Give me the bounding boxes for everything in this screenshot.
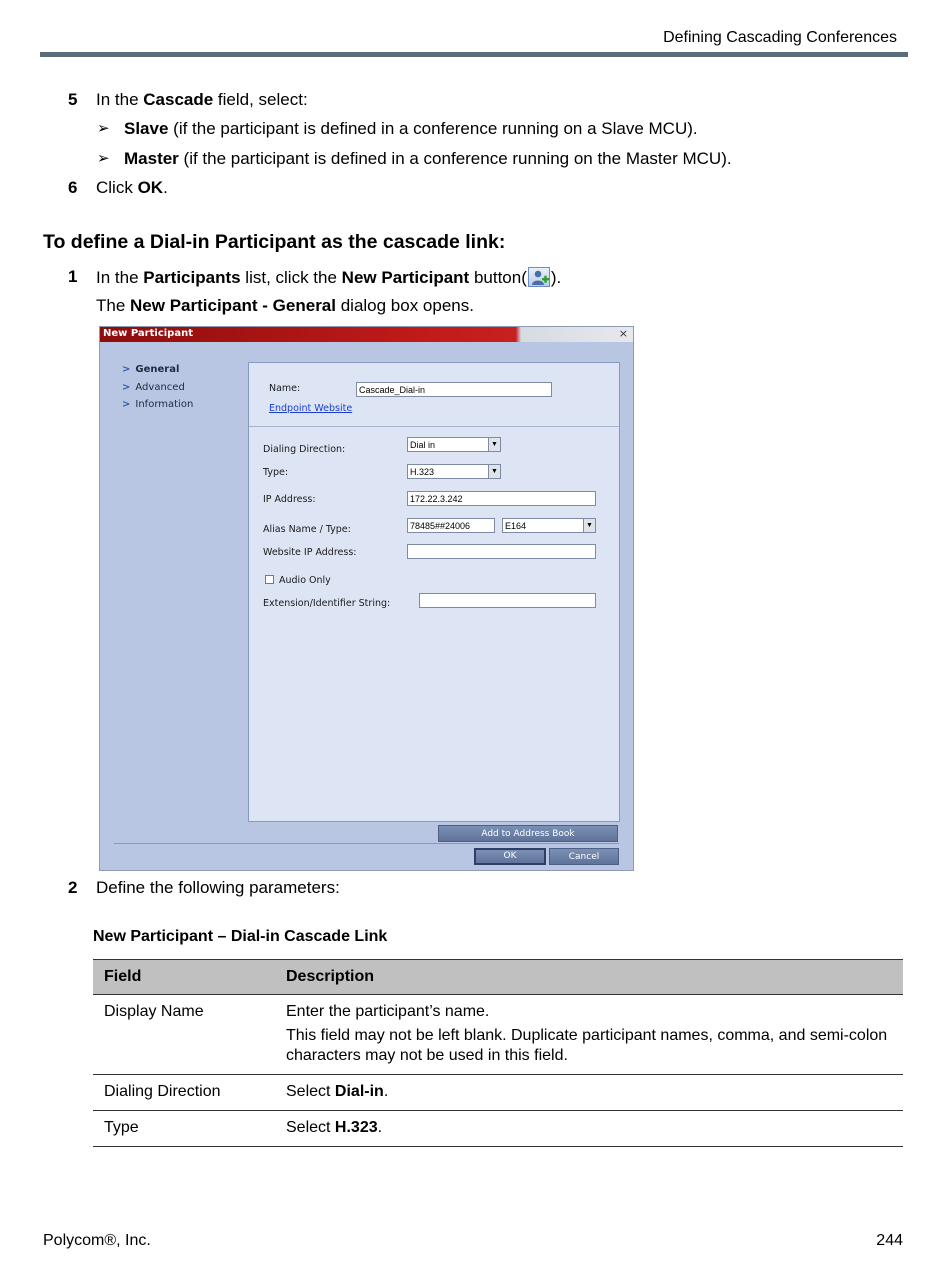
step-2-text: Define the following parameters: <box>96 878 340 897</box>
field-cell: Dialing Direction <box>93 1075 275 1111</box>
step-1-result: The New Participant - General dialog box opens. <box>96 296 474 315</box>
ip-address-input[interactable]: 172.22.3.242 <box>407 491 596 506</box>
website-ip-input[interactable] <box>407 544 596 559</box>
field-cell: Type <box>93 1111 275 1147</box>
cancel-button[interactable]: Cancel <box>549 848 619 865</box>
column-header: Description <box>275 960 903 995</box>
step-1-text: In the Participants list, click the New Participant button( ). <box>96 268 562 287</box>
extension-input[interactable] <box>419 593 596 608</box>
alias-name-input[interactable]: 78485##24006 <box>407 518 495 533</box>
divider <box>249 426 619 427</box>
chevron-right-icon: > <box>122 382 131 393</box>
alias-label: Alias Name / Type: <box>263 524 351 535</box>
field-cell: Display Name <box>93 995 275 1075</box>
chevron-down-icon: ▼ <box>488 465 500 478</box>
footer-company: Polycom®, Inc. <box>43 1232 151 1249</box>
name-label: Name: <box>269 383 301 394</box>
table-row <box>93 1075 903 1111</box>
bullet-arrow-icon: ➢ <box>97 150 110 167</box>
dialog-title: New Participant <box>103 328 193 339</box>
bullet-slave: Slave (if the participant is defined in a conference running on a Slave MCU). <box>124 119 698 138</box>
new-participant-icon <box>528 267 550 287</box>
chevron-down-icon: ▼ <box>583 519 595 532</box>
step-number: 1 <box>68 267 78 286</box>
chevron-right-icon: > <box>122 399 131 410</box>
audio-only-label: Audio Only <box>279 575 331 586</box>
close-icon[interactable]: × <box>618 327 628 340</box>
header-rule <box>40 52 908 57</box>
description-line: Enter the participant’s name. <box>286 1003 490 1020</box>
table-row <box>93 995 903 1075</box>
description-cell: Select Dial-in. <box>275 1075 903 1111</box>
endpoint-website-link[interactable]: Endpoint Website <box>269 403 353 414</box>
dialing-direction-select[interactable]: Dial in ▼ <box>407 437 501 452</box>
bullet-arrow-icon: ➢ <box>97 120 110 137</box>
dialing-direction-label: Dialing Direction: <box>263 444 346 455</box>
step-5-text: In the Cascade field, select: <box>96 90 308 109</box>
dialog-titlebar <box>100 327 633 342</box>
step-number: 6 <box>68 178 78 197</box>
description-line: This field may not be left blank. Duplicate participant names, comma, and semi-colon characters may not be used in this field. <box>286 1027 888 1064</box>
section-heading: To define a Dial-in Participant as the cascade link: <box>43 231 506 253</box>
table-caption: New Participant – Dial-in Cascade Link <box>93 928 388 945</box>
chevron-down-icon: ▼ <box>488 438 500 451</box>
step-number: 2 <box>68 878 78 897</box>
nav-general[interactable]: > General <box>122 364 180 375</box>
nav-advanced[interactable]: > Advanced <box>122 382 185 393</box>
ok-button[interactable]: OK <box>474 848 546 865</box>
table-header-row <box>93 960 903 995</box>
chevron-right-icon: > <box>122 364 131 375</box>
ip-address-label: IP Address: <box>263 494 316 505</box>
alias-type-select[interactable]: E164 ▼ <box>502 518 596 533</box>
extension-label: Extension/Identifier String: <box>263 598 391 609</box>
running-header: Defining Cascading Conferences <box>663 29 897 46</box>
add-to-address-book-button[interactable]: Add to Address Book <box>438 825 618 842</box>
step-number: 5 <box>68 90 78 109</box>
column-header: Field <box>93 960 275 995</box>
type-label: Type: <box>263 467 289 478</box>
website-ip-label: Website IP Address: <box>263 547 357 558</box>
step-6-text: Click OK. <box>96 178 168 197</box>
description-cell: Select H.323. <box>275 1111 903 1147</box>
general-panel <box>248 362 620 822</box>
divider <box>114 843 619 844</box>
bullet-master: Master (if the participant is defined in a conference running on the Master MCU). <box>124 149 732 168</box>
audio-only-checkbox[interactable] <box>265 575 274 584</box>
nav-information[interactable]: > Information <box>122 399 194 410</box>
name-input[interactable]: Cascade_Dial-in <box>356 382 552 397</box>
type-select[interactable]: H.323 ▼ <box>407 464 501 479</box>
parameters-table <box>93 959 903 1147</box>
new-participant-dialog <box>99 326 634 871</box>
description-cell <box>275 995 903 1075</box>
page-number: 244 <box>876 1232 903 1249</box>
table-row <box>93 1111 903 1147</box>
